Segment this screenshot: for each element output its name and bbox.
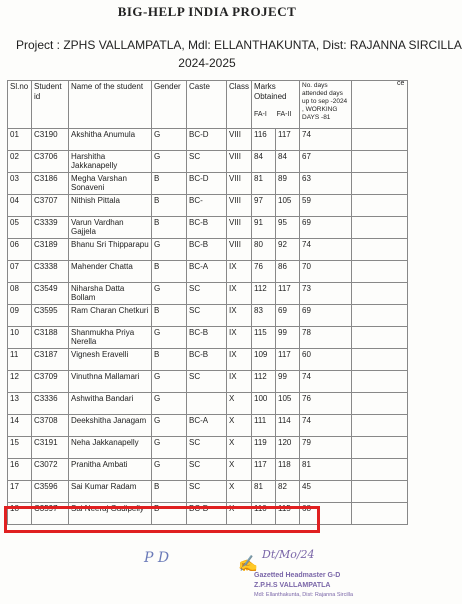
row-fa2: 69 bbox=[276, 305, 300, 327]
row-days: 76 bbox=[300, 393, 352, 415]
row-slno: 18 bbox=[8, 503, 32, 525]
row-fa2: 105 bbox=[276, 195, 300, 217]
row-class: X bbox=[227, 415, 252, 437]
row-fa2: 114 bbox=[276, 415, 300, 437]
document-title: BIG-HELP INDIA PROJECT bbox=[117, 4, 297, 19]
row-name: Ashwitha Bandari bbox=[69, 393, 152, 415]
row-student-id: C3072 bbox=[32, 459, 69, 481]
row-class: VIII bbox=[227, 173, 252, 195]
row-gender: G bbox=[152, 327, 187, 349]
row-days: 74 bbox=[300, 371, 352, 393]
row-days: 63 bbox=[300, 173, 352, 195]
row-gender: G bbox=[152, 437, 187, 459]
row-gender: B bbox=[152, 217, 187, 239]
col-header-fa2: FA-II bbox=[276, 111, 292, 118]
row-class: X bbox=[227, 481, 252, 503]
row-fa1: 112 bbox=[252, 283, 276, 305]
row-class: VIII bbox=[227, 129, 252, 151]
stamp-signature: Dt/Mo/24 bbox=[262, 548, 315, 561]
marks-label: Marks Obtained bbox=[254, 82, 287, 101]
row-slno: 12 bbox=[8, 371, 32, 393]
row-fa1: 117 bbox=[252, 459, 276, 481]
row-name: Varun Vardhan Gajjela bbox=[69, 217, 152, 239]
row-edge bbox=[352, 283, 408, 305]
row-fa2: 86 bbox=[276, 261, 300, 283]
row-gender: B bbox=[152, 503, 187, 525]
row-caste: BC-A bbox=[187, 415, 227, 437]
row-name: Vignesh Eravelli bbox=[69, 349, 152, 371]
row-gender: B bbox=[152, 173, 187, 195]
row-caste: BC-D bbox=[187, 503, 227, 525]
row-slno: 16 bbox=[8, 459, 32, 481]
row-fa1: 111 bbox=[252, 415, 276, 437]
row-name: Nithish Pittala bbox=[69, 195, 152, 217]
row-class: X bbox=[227, 393, 252, 415]
row-caste: SC bbox=[187, 459, 227, 481]
row-edge bbox=[352, 217, 408, 239]
row-fa2: 89 bbox=[276, 173, 300, 195]
row-slno: 13 bbox=[8, 393, 32, 415]
row-slno: 01 bbox=[8, 129, 32, 151]
row-student-id: C3596 bbox=[32, 481, 69, 503]
row-fa1: 80 bbox=[252, 239, 276, 261]
row-caste: BC-B bbox=[187, 239, 227, 261]
table-row bbox=[8, 261, 408, 283]
stamp-line-3: Mdl: Ellanthakunta, Dist: Rajanna Sircilla bbox=[254, 592, 354, 598]
row-class: VIII bbox=[227, 239, 252, 261]
row-slno: 14 bbox=[8, 415, 32, 437]
row-student-id: C3595 bbox=[32, 305, 69, 327]
row-name: Ram Charan Chetkuri bbox=[69, 305, 152, 327]
row-slno: 15 bbox=[8, 437, 32, 459]
stamp-line-2: Z.P.H.S VALLAMPATLA bbox=[254, 582, 331, 589]
row-name: Shanmukha Priya Nerella bbox=[69, 327, 152, 349]
project-line: Project : ZPHS VALLAMPATLA, Mdl: ELLANTHAKUNTA, Dist: RAJANNA SIRCILLA bbox=[16, 38, 462, 52]
table-row bbox=[8, 305, 408, 327]
highlight-box bbox=[4, 506, 320, 533]
row-slno: 09 bbox=[8, 305, 32, 327]
row-fa2: 95 bbox=[276, 217, 300, 239]
row-fa2: 120 bbox=[276, 437, 300, 459]
row-edge bbox=[352, 459, 408, 481]
table-row bbox=[8, 195, 408, 217]
row-name: Bhanu Sri Thipparapu bbox=[69, 239, 152, 261]
table-row bbox=[8, 327, 408, 349]
signature-icon: ✍ bbox=[238, 556, 258, 573]
row-caste: BC-A bbox=[187, 261, 227, 283]
row-gender: G bbox=[152, 459, 187, 481]
row-edge bbox=[352, 151, 408, 173]
row-name: Vinuthna Mallamari bbox=[69, 371, 152, 393]
row-gender: B bbox=[152, 195, 187, 217]
row-fa1: 109 bbox=[252, 349, 276, 371]
table-row bbox=[8, 217, 408, 239]
row-slno: 03 bbox=[8, 173, 32, 195]
row-fa2: 92 bbox=[276, 239, 300, 261]
table-row bbox=[8, 239, 408, 261]
row-class: X bbox=[227, 503, 252, 525]
row-name: Niharsha Datta Bollam bbox=[69, 283, 152, 305]
row-gender: G bbox=[152, 415, 187, 437]
row-student-id: C3707 bbox=[32, 195, 69, 217]
table-row bbox=[8, 283, 408, 305]
row-student-id: C3549 bbox=[32, 283, 69, 305]
row-caste: BC-B bbox=[187, 349, 227, 371]
row-student-id: C3186 bbox=[32, 173, 69, 195]
row-days: 74 bbox=[300, 415, 352, 437]
table-row bbox=[8, 129, 408, 151]
table-body bbox=[8, 129, 408, 525]
row-caste: BC-B bbox=[187, 217, 227, 239]
row-edge bbox=[352, 173, 408, 195]
row-caste: SC bbox=[187, 283, 227, 305]
row-fa1: 97 bbox=[252, 195, 276, 217]
row-gender: G bbox=[152, 151, 187, 173]
row-class: VIII bbox=[227, 151, 252, 173]
row-name: Akshitha Anumula bbox=[69, 129, 152, 151]
row-slno: 04 bbox=[8, 195, 32, 217]
row-fa1: 81 bbox=[252, 481, 276, 503]
row-slno: 02 bbox=[8, 151, 32, 173]
row-fa2: 115 bbox=[276, 503, 300, 525]
row-gender: G bbox=[152, 239, 187, 261]
row-caste: BC-D bbox=[187, 173, 227, 195]
table-header-row bbox=[8, 81, 408, 129]
cropped-column-label: ce bbox=[397, 80, 405, 87]
table-row bbox=[8, 349, 408, 371]
row-fa1: 115 bbox=[252, 327, 276, 349]
row-student-id: C3597 bbox=[32, 503, 69, 525]
row-name: Deekshitha Janagam bbox=[69, 415, 152, 437]
row-class: VIII bbox=[227, 217, 252, 239]
row-edge bbox=[352, 327, 408, 349]
row-fa1: 110 bbox=[252, 503, 276, 525]
row-gender: B bbox=[152, 481, 187, 503]
row-days: 60 bbox=[300, 349, 352, 371]
row-edge bbox=[352, 239, 408, 261]
row-name: Mahender Chatta bbox=[69, 261, 152, 283]
row-slno: 17 bbox=[8, 481, 32, 503]
row-caste: BC-B bbox=[187, 327, 227, 349]
row-student-id: C3190 bbox=[32, 129, 69, 151]
row-edge bbox=[352, 503, 408, 525]
row-class: IX bbox=[227, 305, 252, 327]
row-edge bbox=[352, 415, 408, 437]
row-fa2: 84 bbox=[276, 151, 300, 173]
table-row bbox=[8, 151, 408, 173]
row-fa2: 99 bbox=[276, 371, 300, 393]
row-fa1: 83 bbox=[252, 305, 276, 327]
row-slno: 08 bbox=[8, 283, 32, 305]
row-class: X bbox=[227, 459, 252, 481]
col-header-days: No. days attended days up to sep -2024 , WORKING DAYS -81 bbox=[300, 81, 352, 129]
row-fa2: 117 bbox=[276, 129, 300, 151]
row-fa1: 112 bbox=[252, 371, 276, 393]
row-edge bbox=[352, 437, 408, 459]
row-class: IX bbox=[227, 283, 252, 305]
student-table bbox=[7, 80, 408, 525]
row-edge bbox=[352, 261, 408, 283]
row-fa1: 76 bbox=[252, 261, 276, 283]
col-header-slno: Sl.no bbox=[8, 81, 32, 129]
marks-subheaders bbox=[254, 110, 297, 120]
row-days: 59 bbox=[300, 195, 352, 217]
row-edge bbox=[352, 481, 408, 503]
row-fa2: 117 bbox=[276, 349, 300, 371]
student-table-container bbox=[7, 80, 407, 525]
row-edge bbox=[352, 371, 408, 393]
table-row bbox=[8, 481, 408, 503]
row-days: 69 bbox=[300, 217, 352, 239]
row-caste: BC-D bbox=[187, 129, 227, 151]
row-fa1: 91 bbox=[252, 217, 276, 239]
table-row bbox=[8, 371, 408, 393]
row-days: 73 bbox=[300, 283, 352, 305]
handwritten-initials: P D bbox=[144, 550, 170, 566]
row-fa1: 84 bbox=[252, 151, 276, 173]
row-slno: 05 bbox=[8, 217, 32, 239]
row-slno: 11 bbox=[8, 349, 32, 371]
row-caste: BC- bbox=[187, 195, 227, 217]
academic-year: 2024-2025 bbox=[178, 56, 236, 70]
row-class: IX bbox=[227, 327, 252, 349]
row-days: 79 bbox=[300, 437, 352, 459]
row-caste: SC bbox=[187, 305, 227, 327]
row-days: 74 bbox=[300, 129, 352, 151]
row-caste: SC bbox=[187, 481, 227, 503]
row-class: IX bbox=[227, 371, 252, 393]
row-student-id: C3706 bbox=[32, 151, 69, 173]
row-name: Sai Kumar Radam bbox=[69, 481, 152, 503]
col-header-marks bbox=[252, 81, 300, 129]
row-class: IX bbox=[227, 349, 252, 371]
row-gender: G bbox=[152, 283, 187, 305]
col-header-gender: Gender bbox=[152, 81, 187, 129]
row-caste bbox=[187, 393, 227, 415]
row-days: 78 bbox=[300, 327, 352, 349]
table-row bbox=[8, 459, 408, 481]
table-row bbox=[8, 393, 408, 415]
row-caste: SC bbox=[187, 371, 227, 393]
row-student-id: C3336 bbox=[32, 393, 69, 415]
row-slno: 07 bbox=[8, 261, 32, 283]
headmaster-stamp bbox=[238, 548, 398, 604]
row-edge bbox=[352, 393, 408, 415]
row-days: 74 bbox=[300, 239, 352, 261]
row-name: Megha Varshan Sonaveni bbox=[69, 173, 152, 195]
row-days: 69 bbox=[300, 305, 352, 327]
row-student-id: C3191 bbox=[32, 437, 69, 459]
row-fa2: 117 bbox=[276, 283, 300, 305]
col-header-fa1: FA-I bbox=[254, 111, 267, 118]
row-class: X bbox=[227, 437, 252, 459]
row-student-id: C3708 bbox=[32, 415, 69, 437]
row-fa1: 119 bbox=[252, 437, 276, 459]
row-fa1: 116 bbox=[252, 129, 276, 151]
col-header-caste: Caste bbox=[187, 81, 227, 129]
row-fa2: 118 bbox=[276, 459, 300, 481]
table-row bbox=[8, 415, 408, 437]
row-gender: B bbox=[152, 349, 187, 371]
row-name: Harshitha Jakkanapelly bbox=[69, 151, 152, 173]
row-student-id: C3709 bbox=[32, 371, 69, 393]
row-days: 68 bbox=[300, 503, 352, 525]
row-gender: B bbox=[152, 261, 187, 283]
row-student-id: C3187 bbox=[32, 349, 69, 371]
row-class: VIII bbox=[227, 195, 252, 217]
row-gender: G bbox=[152, 129, 187, 151]
row-gender: G bbox=[152, 393, 187, 415]
row-student-id: C3189 bbox=[32, 239, 69, 261]
row-slno: 06 bbox=[8, 239, 32, 261]
row-edge bbox=[352, 305, 408, 327]
col-header-class: Class bbox=[227, 81, 252, 129]
row-fa1: 81 bbox=[252, 173, 276, 195]
col-header-name: Name of the student bbox=[69, 81, 152, 129]
row-fa2: 105 bbox=[276, 393, 300, 415]
row-edge bbox=[352, 129, 408, 151]
row-name: Neha Jakkanapelly bbox=[69, 437, 152, 459]
row-fa1: 100 bbox=[252, 393, 276, 415]
row-student-id: C3339 bbox=[32, 217, 69, 239]
row-student-id: C3338 bbox=[32, 261, 69, 283]
row-student-id: C3188 bbox=[32, 327, 69, 349]
stamp-line-1: Gazetted Headmaster G-D bbox=[254, 572, 341, 579]
row-class: IX bbox=[227, 261, 252, 283]
row-fa2: 82 bbox=[276, 481, 300, 503]
row-name: Pranitha Ambati bbox=[69, 459, 152, 481]
row-days: 45 bbox=[300, 481, 352, 503]
row-days: 70 bbox=[300, 261, 352, 283]
row-edge bbox=[352, 195, 408, 217]
row-caste: SC bbox=[187, 437, 227, 459]
row-days: 67 bbox=[300, 151, 352, 173]
row-gender: B bbox=[152, 305, 187, 327]
row-days: 81 bbox=[300, 459, 352, 481]
row-fa2: 99 bbox=[276, 327, 300, 349]
row-gender: G bbox=[152, 371, 187, 393]
table-row bbox=[8, 173, 408, 195]
col-header-student-id: Student id bbox=[32, 81, 69, 129]
row-slno: 10 bbox=[8, 327, 32, 349]
table-row bbox=[8, 437, 408, 459]
row-name: Sai Neeraj Gudipelly bbox=[69, 503, 152, 525]
row-caste: SC bbox=[187, 151, 227, 173]
row-edge bbox=[352, 349, 408, 371]
